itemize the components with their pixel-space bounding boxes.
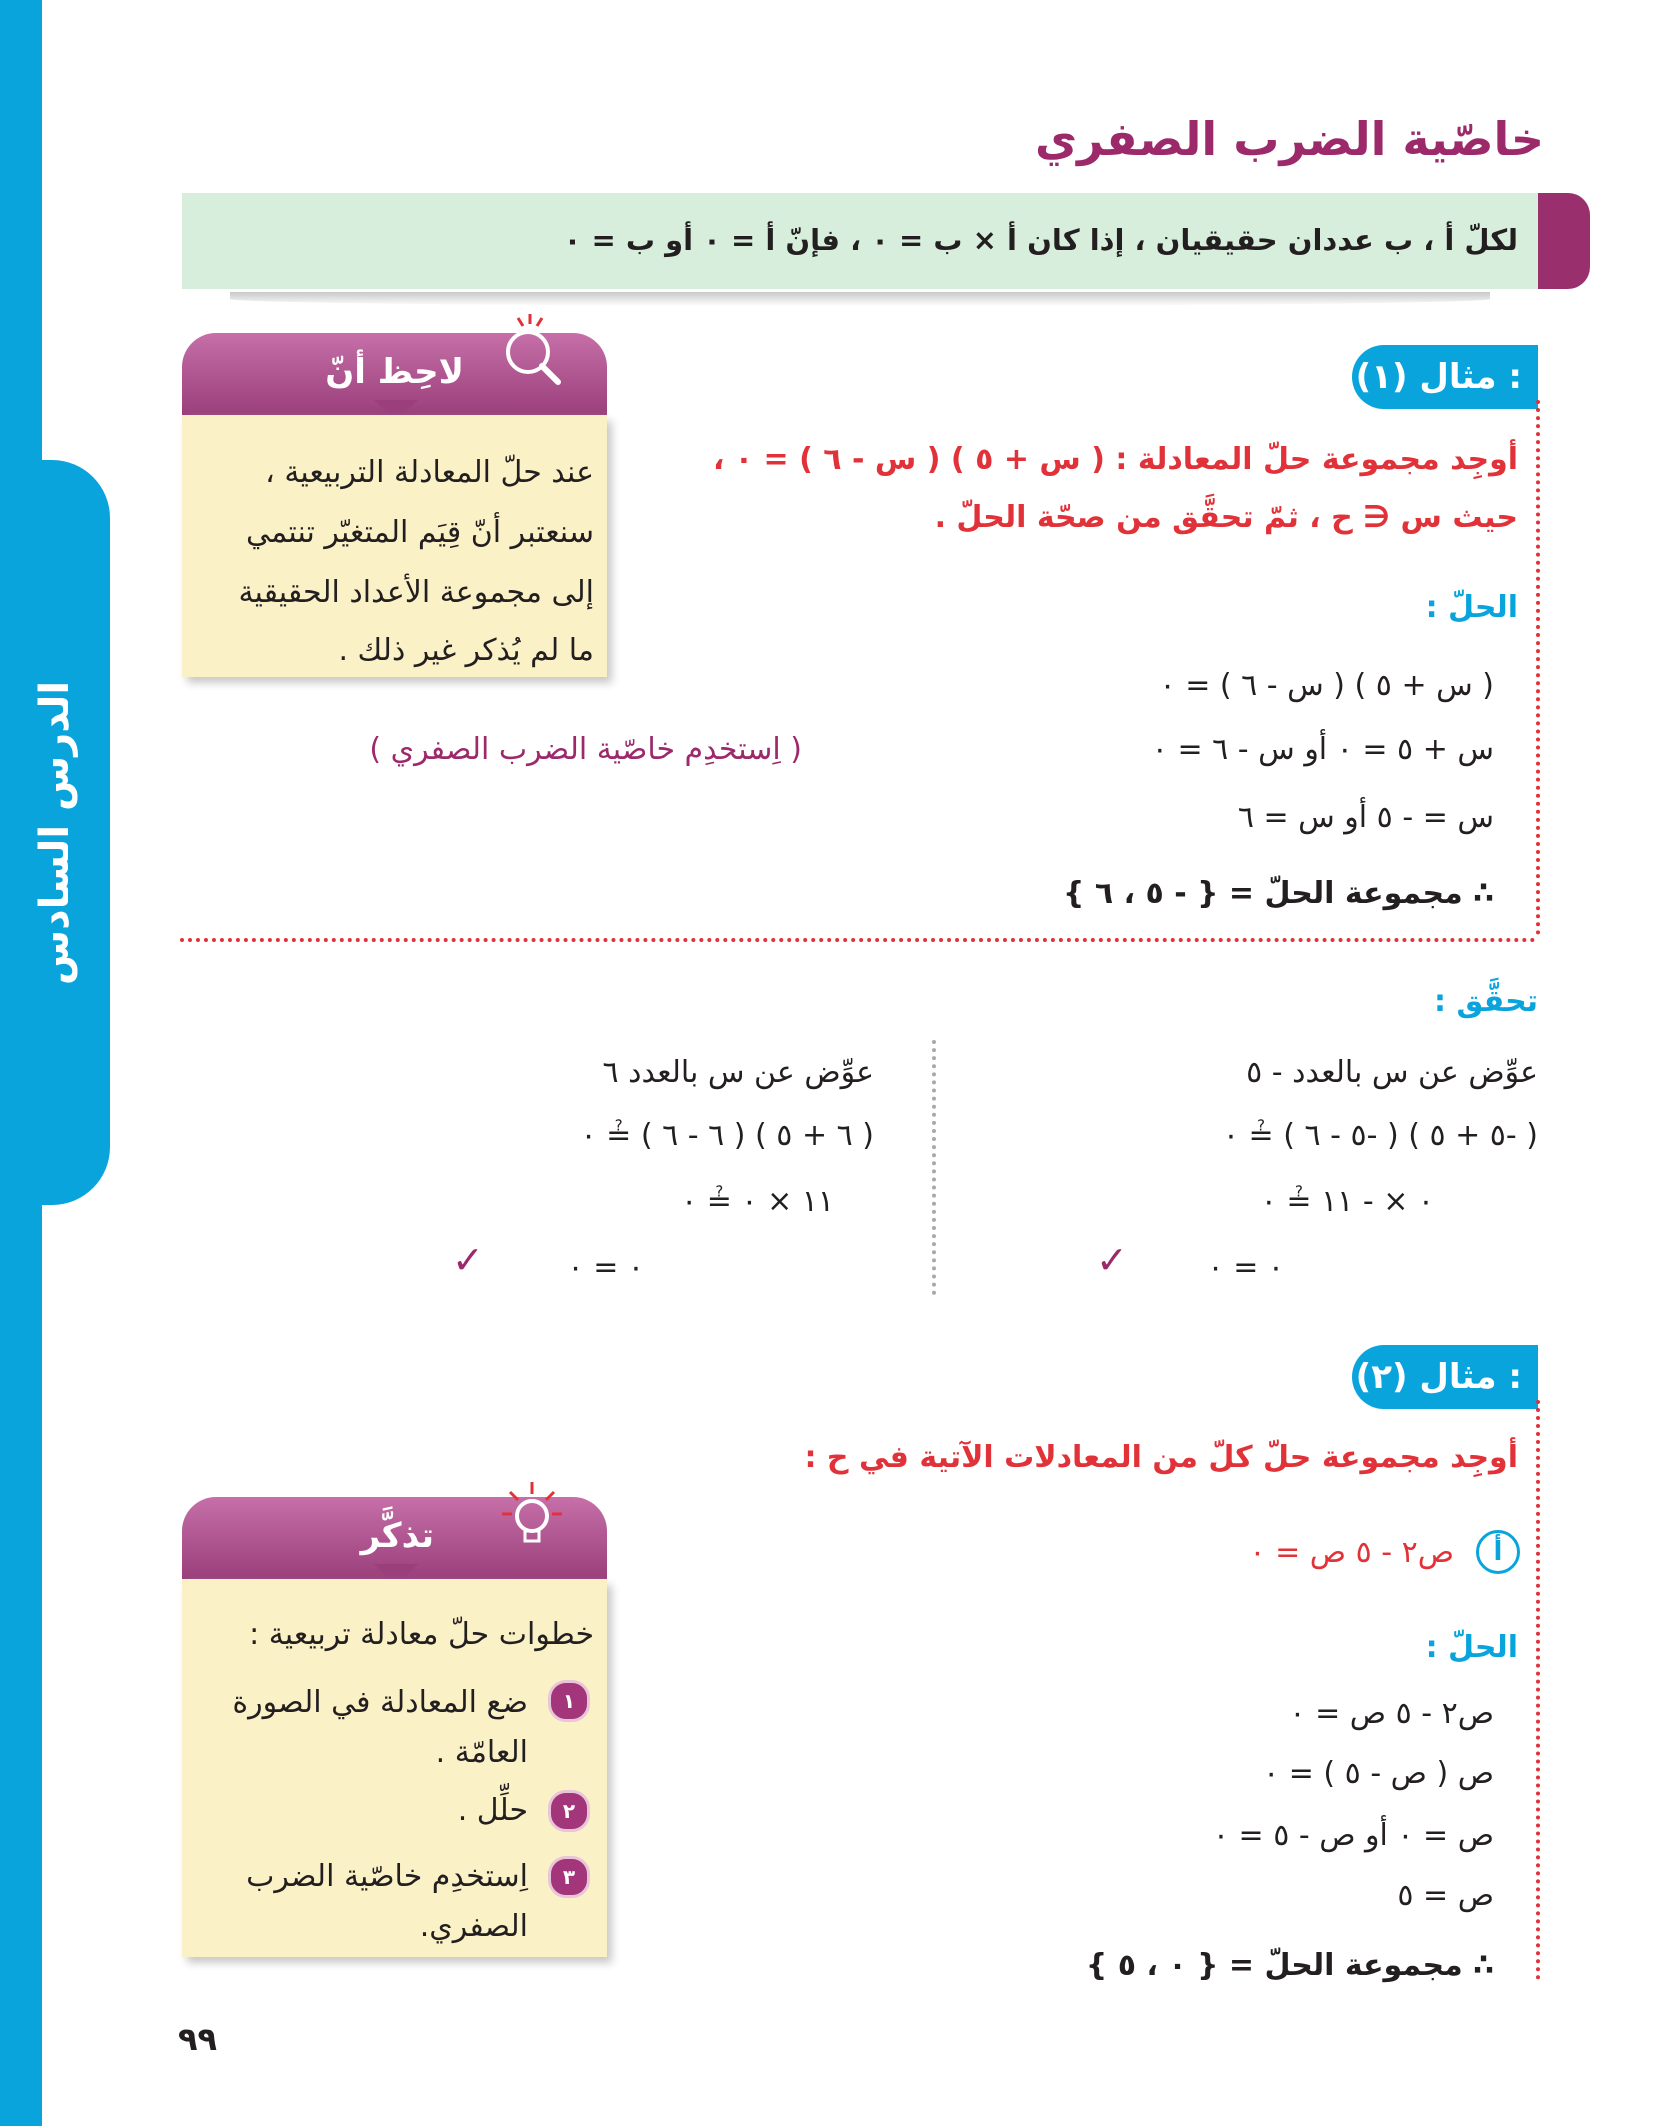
remember-box-title: تذكَّر (360, 1516, 434, 1556)
rule-text: لكلّ أ ، ب عددان حقيقيان ، إذا كان أ × ب = ٠ ، فإنّ أ = ٠ أو ب = ٠ (563, 223, 1518, 257)
note-line: سنعتبر أنّ قِيَم المتغيّر تنتمي (246, 515, 594, 550)
page-title: خاصّية الضرب الصفري (1034, 112, 1544, 166)
example2-step: ص ( ص - ٥ ) = ٠ (1263, 1756, 1494, 1791)
example1-solution-label: الحلّ : (1425, 590, 1518, 625)
check-left-line: ١١ × ٠ ≟ ٠ (681, 1184, 834, 1219)
remember-step-text: حلِّل . (457, 1793, 528, 1828)
step-number-badge: ١ (548, 1680, 590, 1722)
check-left-line: ( ٦ + ٥ ) ( ٦ - ٦ ) ≟ ٠ (580, 1118, 874, 1153)
example1-problem-line1: أوجِد مجموعة حلّ المعادلة : ( س + ٥ ) ( س - ٦ ) = ٠ ، (712, 442, 1518, 477)
example2-result: ∴ مجموعة الحلّ = { ٠ ، ٥ } (1085, 1948, 1494, 1983)
check-left-line: عوِّض عن س بالعدد ٦ (602, 1055, 874, 1090)
note-line: إلى مجموعة الأعداد الحقيقية (238, 575, 594, 610)
note-line: ما لم يُذكر غير ذلك . (338, 633, 594, 668)
rule-banner-tab (1538, 193, 1590, 289)
remember-step-text: اِستخدِم خاصّية الضرب الصفري. (246, 1859, 528, 1944)
example2-step: ص = ٠ أو ص - ٥ = ٠ (1212, 1818, 1494, 1853)
example1-hint: ( اِستخدِم خاصّية الضرب الصفري ) (369, 732, 802, 767)
step-number-badge: ٣ (548, 1856, 590, 1898)
check-left-line: ٠ = ٠ (567, 1250, 644, 1285)
example1-step: ( س + ٥ ) ( س - ٦ ) = ٠ (1159, 668, 1494, 703)
example1-step: س = - ٥ أو س = ٦ (1237, 800, 1494, 835)
remember-step-text: ضع المعادلة في الصورة العامّة . (232, 1685, 528, 1770)
check-right-line: عوِّض عن س بالعدد - ٥ (1246, 1055, 1538, 1090)
check-divider (932, 1040, 936, 1295)
example2-heading: مثال (٢) : (1352, 1345, 1538, 1409)
step-number-badge: ٢ (548, 1790, 590, 1832)
page-number: ٩٩ (178, 2020, 218, 2058)
check-mark-icon: ✓ (452, 1238, 484, 1282)
check-label: تحقَّق : (1434, 984, 1538, 1019)
rule-banner-shadow (230, 292, 1490, 306)
magnifier-icon (496, 310, 566, 390)
note-box-title: لاحِظ أنّ (325, 352, 464, 392)
example2-frame-right (1536, 1400, 1540, 1980)
check-right-line: ( -٥ + ٥ ) ( -٥ - ٦ ) ≟ ٠ (1222, 1118, 1538, 1153)
check-right-line: ٠ × - ١١ ≟ ٠ (1260, 1184, 1434, 1219)
example2-step: ص٢ - ٥ ص = ٠ (1289, 1696, 1494, 1731)
example1-frame-right (1536, 400, 1540, 935)
remember-intro: خطوات حلّ معادلة تربيعية : (249, 1617, 594, 1652)
note-line: عند حلّ المعادلة التربيعية ، (265, 455, 594, 490)
check-right-line: ٠ = ٠ (1207, 1250, 1284, 1285)
check-mark-icon: ✓ (1096, 1238, 1128, 1282)
part-a-badge: أ (1476, 1530, 1520, 1574)
example1-result: ∴ مجموعة الحلّ = { - ٥ ، ٦ } (1063, 876, 1494, 911)
example1-step: س + ٥ = ٠ أو س - ٦ = ٠ (1151, 732, 1494, 767)
example1-frame-bottom (180, 938, 1536, 942)
example2-solution-label: الحلّ : (1425, 1630, 1518, 1665)
example1-problem-line2: حيث س ∈ ح ، ثمّ تحقَّق من صحّة الحلّ . (934, 500, 1518, 535)
example2-problem: أوجِد مجموعة حلّ كلّ من المعادلات الآتية في ح : (804, 1440, 1518, 1475)
example1-heading: مثال (١) : (1352, 345, 1538, 409)
example2-step: ص = ٥ (1397, 1878, 1494, 1913)
lightbulb-icon (496, 1476, 566, 1556)
example2-equation: ص٢ - ٥ ص = ٠ (1249, 1535, 1454, 1570)
lesson-label: الدرس السادس (32, 680, 79, 985)
